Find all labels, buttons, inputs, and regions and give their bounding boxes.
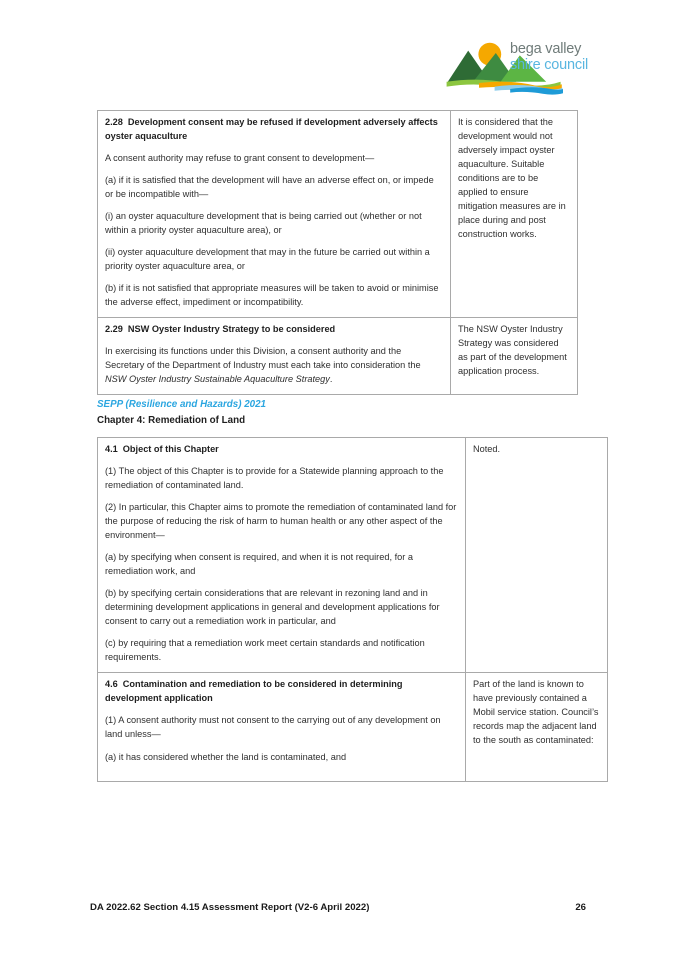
sepp-title: SEPP (Resilience and Hazards) 2021 [97,399,266,410]
footer-page-number: 26 [575,902,586,913]
clause-2-28-title: Development consent may be refused if development adversely affects oyster aquaculture [105,117,438,141]
clause-2-29-title: NSW Oyster Industry Strategy to be considered [127,323,336,334]
page-footer [90,902,586,913]
clause-2-28-number: 2.28 [105,117,123,127]
logo-line-2: shire council [510,57,588,74]
clause-4-6-response-text: Part of the land is known to have previously contained a Mobil service station. Council’s records map the adjacent land to the south as contaminated: [473,678,599,745]
clause-2-28-response-cell [451,111,578,318]
table-row [98,111,578,318]
clause-4-6-para-2: (a) it has considered whether the land is contaminated, and [105,751,347,762]
clause-2-28-cell [98,111,451,318]
clause-4-1-para-2: (2) In particular, this Chapter aims to promote the remediation of contaminated land for the purpose of reducing the risk of harm to human health or any other aspect of the environment— [105,501,457,540]
clause-2-28-para-3: (i) an oyster aquaculture development that is being carried out (whether or not within a priority oyster aquaculture area), or [105,210,422,235]
clause-4-6-heading [105,678,458,706]
clause-4-6-number: 4.6 [105,678,118,689]
logo-wordmark [510,41,628,73]
clause-2-28-para-5: (b) if it is not satisfied that appropriate measures will be taken to avoid or minimise the adverse effect, impediment or incompatibility. [105,282,439,307]
clause-2-29-strategy-title: NSW Oyster Industry Sustainable Aquaculture Strategy [105,373,330,384]
clause-2-28-para-2: (a) if it is satisfied that the development will have an adverse effect on, or impede or be incompatible with— [105,174,434,199]
clause-2-28-para-4: (ii) oyster aquaculture development that may in the future be carried out within a priority oyster aquaculture area, or [105,246,430,271]
clause-4-1-response-cell [466,438,608,673]
clause-2-29-para-pre: In exercising its functions under this Division, a consent authority and the Secretary of the Department of Industry must each take into consideration the [105,345,421,370]
clause-4-6-para-1: (1) A consent authority must not consent to the carrying out of any development on land unless— [105,714,441,739]
clause-4-1-number: 4.1 [105,444,118,454]
clause-2-29-para-post: . [329,373,333,384]
clause-4-1-para-5: (c) by requiring that a remediation work meet certain standards and notification requirements. [105,637,425,662]
clause-2-28-response-text: It is considered that the development would not adversely impact oyster aquaculture. Suitable conditions are to be applied to ensure mitigation measures are in place during and post construction works. [458,117,566,239]
remediation-of-land-table [97,437,608,782]
clause-2-28-heading [105,116,443,144]
clause-4-1-title: Object of this Chapter [122,444,219,454]
table-row [98,438,608,673]
clause-2-28-para-1: A consent authority may refuse to grant consent to development— [105,152,375,163]
clause-4-1-heading [105,443,458,457]
sepp-section-heading [97,398,577,428]
sepp-chapter: Chapter 4: Remediation of Land [97,415,246,427]
clause-4-1-para-1: (1) The object of this Chapter is to provide for a Statewide planning approach to the remediation of contaminated land. [105,465,444,490]
council-logo [443,33,625,101]
table-row [98,672,608,781]
clause-4-1-response-text: Noted. [473,444,501,454]
table-row [98,317,578,394]
clause-4-1-para-4: (b) by specifying certain considerations that are relevant in rezoning land and in determining development applications in general and development applications for consent to carry out a remediation work in particular, and [105,587,440,626]
oyster-aquaculture-table [97,110,578,395]
clause-2-29-para-1 [105,345,443,387]
clause-4-1-para-3: (a) by specifying when consent is required, and when it is not required, for a remediation work, and [105,551,413,576]
clause-4-6-response-cell [466,672,608,781]
clause-4-6-cell [98,672,466,781]
clause-2-29-heading [105,323,443,337]
clause-2-29-number: 2.29 [105,323,123,334]
clause-2-29-cell [98,317,451,394]
clause-2-29-response-cell [451,317,578,394]
footer-document-reference: DA 2022.62 Section 4.15 Assessment Report (V2-6 April 2022) [90,902,370,913]
clause-4-6-title: Contamination and remediation to be considered in determining development application [105,678,403,703]
clause-4-1-cell [98,438,466,673]
clause-2-29-response-text: The NSW Oyster Industry Strategy was considered as part of the development application process. [458,323,567,376]
logo-line-1: bega valley [510,41,582,57]
